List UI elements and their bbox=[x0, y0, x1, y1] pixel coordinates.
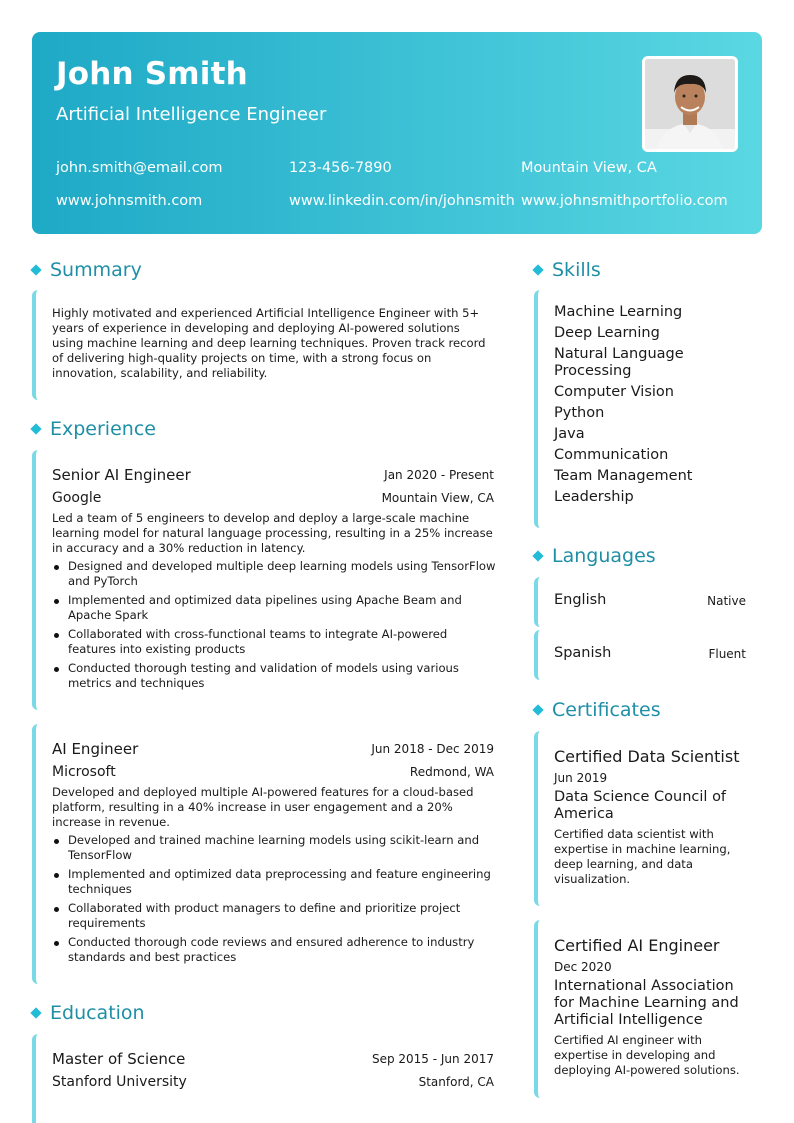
contact-website[interactable]: www.johnsmith.com bbox=[56, 193, 203, 209]
contact-phone[interactable]: 123-456-7890 bbox=[289, 160, 392, 176]
skill-item: Computer Vision bbox=[554, 384, 674, 400]
job-description: Developed and deployed multiple AI-powered features for a cloud-based platform, resulting in a 40% increase in user engagement and a 20% increase in revenue. bbox=[52, 785, 474, 829]
contact-email[interactable]: john.smith@email.com bbox=[56, 160, 223, 176]
language-level: Native bbox=[707, 594, 746, 608]
section-title: Summary bbox=[50, 259, 142, 281]
certificates-heading bbox=[534, 699, 661, 721]
summary-heading bbox=[32, 259, 142, 281]
job-title: AI Engineer bbox=[52, 740, 139, 758]
education-dates: Sep 2015 - Jun 2017 bbox=[371, 1052, 494, 1066]
experience-card-2 bbox=[32, 724, 502, 984]
certificate-name: Certified Data Scientist bbox=[554, 747, 740, 766]
language-name: Spanish bbox=[554, 645, 612, 661]
school-location: Stanford, CA bbox=[418, 1075, 494, 1089]
job-bullets bbox=[52, 833, 497, 969]
skills-list bbox=[554, 304, 704, 510]
job-dates: Jun 2018 - Dec 2019 bbox=[371, 742, 494, 756]
diamond-icon bbox=[532, 264, 543, 275]
candidate-name: John Smith bbox=[56, 56, 248, 92]
job-location: Mountain View, CA bbox=[381, 491, 494, 505]
certificate-card-2 bbox=[534, 920, 762, 1098]
certificate-issuer: Data Science Council of America bbox=[554, 789, 727, 822]
section-title: Languages bbox=[552, 545, 656, 567]
list-item: Designed and developed multiple deep learning models using TensorFlow and PyTorch bbox=[52, 559, 497, 589]
contact-linkedin[interactable]: www.linkedin.com/in/johnsmith bbox=[289, 193, 515, 209]
diamond-icon bbox=[30, 423, 41, 434]
language-card-2 bbox=[534, 630, 762, 680]
avatar-icon bbox=[645, 59, 735, 149]
language-level: Fluent bbox=[708, 647, 746, 661]
contact-location: Mountain View, CA bbox=[521, 160, 657, 176]
certificate-name: Certified AI Engineer bbox=[554, 936, 720, 955]
skill-item: Deep Learning bbox=[554, 325, 660, 341]
section-title: Certificates bbox=[552, 699, 661, 721]
language-name: English bbox=[554, 592, 607, 608]
diamond-icon bbox=[30, 1007, 41, 1018]
section-title: Skills bbox=[552, 259, 601, 281]
skill-item: Machine Learning bbox=[554, 304, 683, 320]
profile-photo bbox=[642, 56, 738, 152]
contact-portfolio[interactable]: www.johnsmithportfolio.com bbox=[521, 193, 728, 209]
experience-heading bbox=[32, 418, 156, 440]
diamond-icon bbox=[532, 704, 543, 715]
summary-card bbox=[32, 290, 502, 400]
section-title: Education bbox=[50, 1002, 145, 1024]
diamond-icon bbox=[532, 550, 543, 561]
list-item: Implemented and optimized data preprocessing and feature engineering techniques bbox=[52, 867, 497, 897]
candidate-title: Artificial Intelligence Engineer bbox=[56, 104, 327, 125]
education-heading bbox=[32, 1002, 145, 1024]
job-company: Microsoft bbox=[52, 764, 116, 780]
degree: Master of Science bbox=[52, 1050, 186, 1068]
job-company: Google bbox=[52, 490, 102, 506]
summary-text: Highly motivated and experienced Artificial Intelligence Engineer with 5+ years of experience in developing and deploying AI-powered solutions using machine learning and deep learning techniques. Proven track record of delivering high-quality projects on time, with a strong focus on innovation, scalability, and reliability. bbox=[52, 306, 486, 380]
list-item: Collaborated with cross-functional teams to integrate AI-powered features into existing products bbox=[52, 627, 497, 657]
language-card-1 bbox=[534, 577, 762, 627]
job-location: Redmond, WA bbox=[409, 765, 494, 779]
certificate-date: Jun 2019 bbox=[554, 771, 608, 785]
languages-heading bbox=[534, 545, 656, 567]
list-item: Conducted thorough code reviews and ensured adherence to industry standards and best practices bbox=[52, 935, 497, 965]
certificate-card-1 bbox=[534, 731, 762, 906]
job-bullets bbox=[52, 559, 497, 695]
list-item: Collaborated with product managers to define and prioritize project requirements bbox=[52, 901, 497, 931]
job-dates: Jan 2020 - Present bbox=[384, 468, 494, 482]
diamond-icon bbox=[30, 264, 41, 275]
school: Stanford University bbox=[52, 1074, 187, 1090]
skill-item: Leadership bbox=[554, 489, 634, 505]
education-card bbox=[32, 1034, 502, 1123]
skills-card bbox=[534, 290, 762, 528]
experience-card-1 bbox=[32, 450, 502, 710]
certificate-description: Certified data scientist with expertise in machine learning, deep learning, and data visualization. bbox=[554, 827, 731, 886]
section-title: Experience bbox=[50, 418, 156, 440]
job-title: Senior AI Engineer bbox=[52, 466, 191, 484]
skill-item: Team Management bbox=[554, 468, 693, 484]
resume-header bbox=[32, 32, 762, 234]
skill-item: Python bbox=[554, 405, 605, 421]
job-description: Led a team of 5 engineers to develop and deploy a large-scale machine learning model for natural language processing, resulting in a 25% increase in accuracy and a 30% reduction in latency. bbox=[52, 511, 493, 555]
skill-item: Communication bbox=[554, 447, 669, 463]
skills-heading bbox=[534, 259, 601, 281]
list-item: Developed and trained machine learning models using scikit-learn and TensorFlow bbox=[52, 833, 497, 863]
list-item: Implemented and optimized data pipelines using Apache Beam and Apache Spark bbox=[52, 593, 497, 623]
certificate-description: Certified AI engineer with expertise in developing and deploying AI-powered solutions. bbox=[554, 1033, 740, 1077]
certificate-issuer: International Association for Machine Learning and Artificial Intelligence bbox=[554, 978, 739, 1028]
skill-item: Java bbox=[554, 426, 585, 442]
skill-item: Natural Language Processing bbox=[554, 346, 684, 379]
certificate-date: Dec 2020 bbox=[554, 960, 612, 974]
list-item: Conducted thorough testing and validation of models using various metrics and techniques bbox=[52, 661, 497, 691]
